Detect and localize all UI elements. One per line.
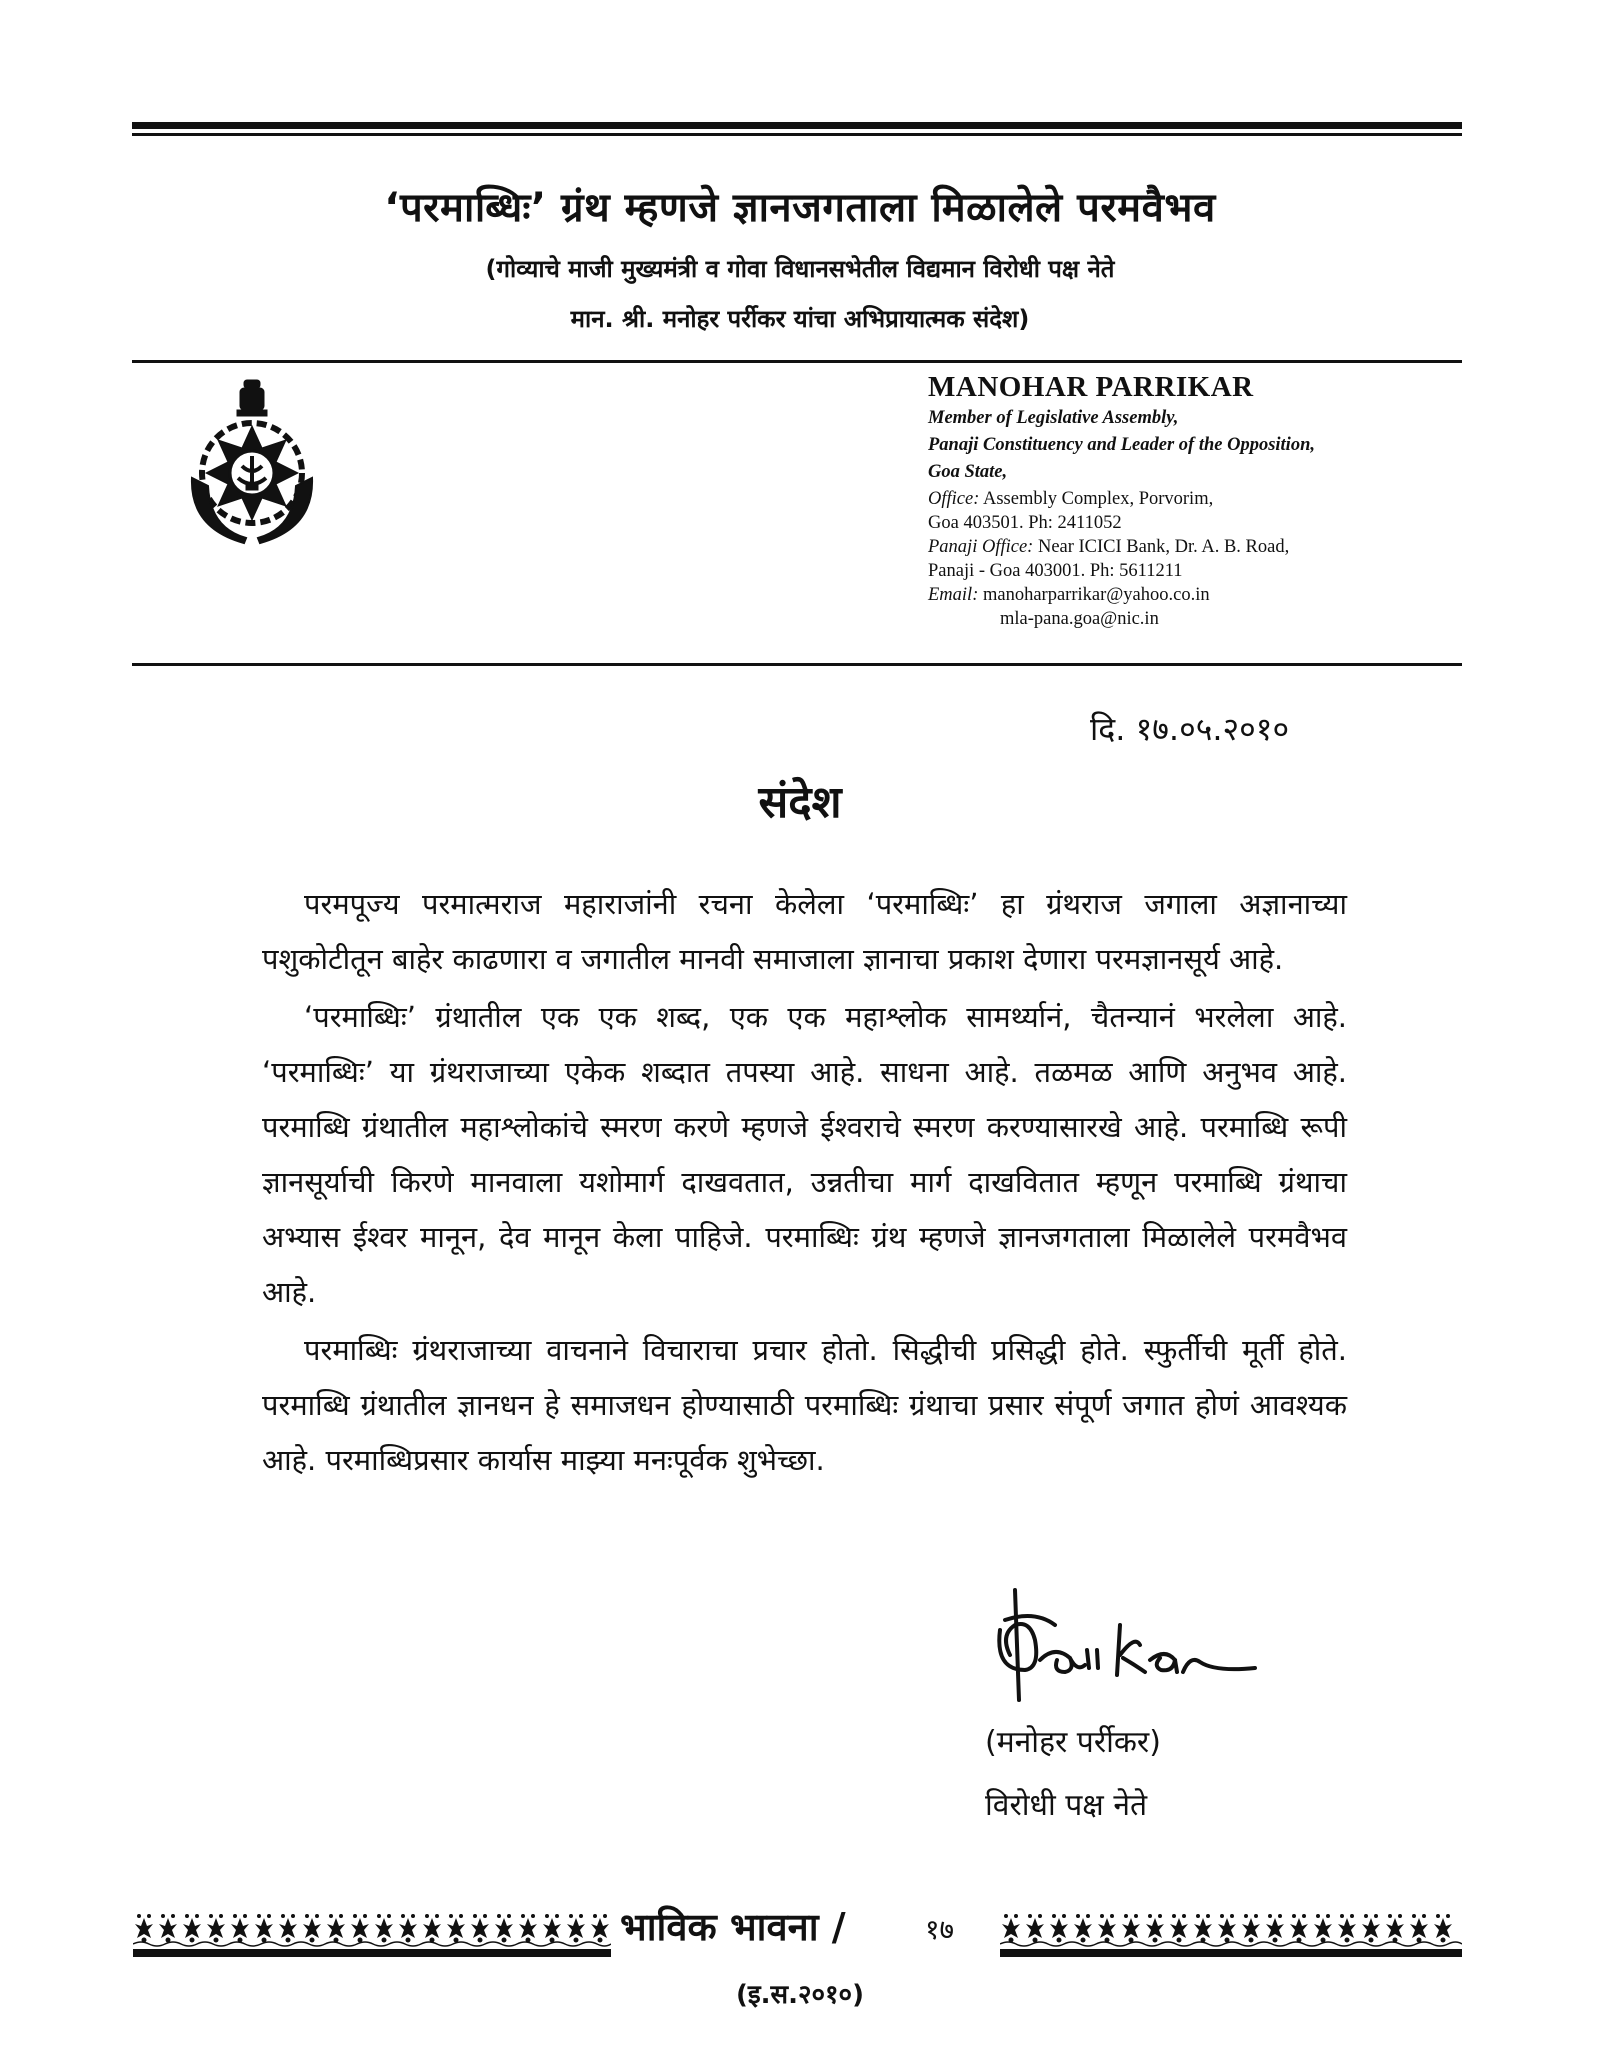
footer-page-number: १७: [925, 1913, 955, 1946]
ornament-motif: [1002, 1914, 1020, 1943]
ornament-motif: [1242, 1914, 1260, 1943]
email-row: [928, 586, 1468, 610]
letterhead-bottom-rule: [132, 663, 1462, 666]
email-2[interactable]: mla-pana.goa@nic.in: [1000, 609, 1159, 630]
ornament-motif: [1050, 1914, 1068, 1943]
ornament-motif: [1170, 1914, 1188, 1943]
footer-ornamental-border-right: [1000, 1912, 1462, 1958]
goa-emblem-icon: [182, 378, 322, 548]
panaji-office-address: [928, 538, 1468, 562]
letterhead-role-1: Member of Legislative Assembly,: [928, 408, 1179, 429]
ornament-motif: [1146, 1914, 1164, 1943]
email-1[interactable]: manoharparrikar@yahoo.co.in: [982, 585, 1210, 606]
ornament-motif: [183, 1914, 201, 1943]
ornament-motif: [1218, 1914, 1236, 1943]
ornament-motif: [1314, 1914, 1332, 1943]
ornament-motif: [1434, 1914, 1452, 1943]
ornament-motif: [495, 1914, 513, 1943]
ornament-motif: [327, 1914, 345, 1943]
letterhead-name: MANOHAR PARRIKAR: [928, 371, 1254, 403]
office-address-text: Assembly Complex, Porvorim,: [982, 489, 1214, 510]
ornament-motif: [543, 1914, 561, 1943]
ornament-motif: [1362, 1914, 1380, 1943]
ornament-motif: [471, 1914, 489, 1943]
email-label: Email:: [928, 585, 979, 606]
ornament-motif: [1026, 1914, 1044, 1943]
ornament-motif: [303, 1914, 321, 1943]
ornament-motif: [1290, 1914, 1308, 1943]
ornament-motif: [375, 1914, 393, 1943]
ornament-motif: [567, 1914, 585, 1943]
panaji-office-label: Panaji Office:: [928, 537, 1034, 558]
ornament-motif: [591, 1914, 609, 1943]
document-title: ‘परमाब्धिः’ ग्रंथ म्हणजे ज्ञानजगताला मिळालेले परमवैभव: [384, 185, 1216, 231]
panaji-office-city: Panaji - Goa 403001. Ph: 5611211: [928, 561, 1183, 582]
document-subtitle-line-2: मान. श्री. मनोहर पर्रीकर यांचा अभिप्रायात्मक संदेश): [570, 305, 1030, 333]
letter-paragraph-3: परमाब्धिः ग्रंथराजाच्या वाचनाने विचाराचा प्रचार होतो. सिद्धीची प्रसिद्धी होते. स्फुर्तीची मूर्ती होते. परमाब्धि ग्रंथातील ज्ञानधन हे समाजधन होण्यासाठी परमाब्धिः ग्रंथाचा प्रसार संपूर्ण जगात होणं आवश्यक आहे. परमाब्धिप्रसार कार्यास माझ्या मनःपूर्वक शुभेच्छा.: [262, 1333, 1347, 1477]
handwritten-signature: [985, 1580, 1265, 1710]
ornament-motif: [1338, 1914, 1356, 1943]
office-city: Goa 403501. Ph: 2411052: [928, 513, 1122, 534]
ornament-motif: [447, 1914, 465, 1943]
ornament-motif: [207, 1914, 225, 1943]
panaji-office-address-text: Near ICICI Bank, Dr. A. B. Road,: [1037, 537, 1290, 558]
letter-body: [262, 877, 1347, 1491]
letter-date: दि. १७.०५.२०१०: [1090, 710, 1290, 748]
ornament-motif: [1074, 1914, 1092, 1943]
ornament-motif: [1194, 1914, 1212, 1943]
ornament-motif: [279, 1914, 297, 1943]
office-label: Office:: [928, 489, 980, 510]
ornament-motif: [1386, 1914, 1404, 1943]
ornament-motif: [399, 1914, 417, 1943]
top-rule-thin: [132, 133, 1462, 136]
signatory-name: (मनोहर पर्रीकर): [985, 1725, 1161, 1760]
ornament-motif: [1410, 1914, 1428, 1943]
letterhead-role-3: Goa State,: [928, 462, 1008, 483]
ornament-motif: [351, 1914, 369, 1943]
letterhead-block: [928, 372, 1468, 634]
ornament-motif: [423, 1914, 441, 1943]
ornament-motif: [1122, 1914, 1140, 1943]
letter-paragraph-2: ‘परमाब्धिः’ ग्रंथातील एक एक शब्द, एक एक महाश्लोक सामर्थ्यानं, चैतन्यानं भरलेला आहे. ‘परमाब्धिः’ या ग्रंथराजाच्या एकेक शब्दात तपस्या आहे. साधना आहे. तळमळ आणि अनुभव आहे. परमाब्धि ग्रंथातील महाश्लोकांचे स्मरण करणे म्हणजे ईश्वराचे स्मरण करण्यासारखे आहे. परमाब्धि रूपी ज्ञानसूर्याची किरणे मानवाला यशोमार्ग दाखवतात, उन्नतीचा मार्ग दाखवितात म्हणून परमाब्धि ग्रंथाचा अभ्यास ईश्वर मानून, देव मानून केला पाहिजे. परमाब्धिः ग्रंथ म्हणजे ज्ञानजगताला मिळालेले परमवैभव आहे.: [262, 1000, 1347, 1309]
letter-paragraph-1: परमपूज्य परमात्मराज महाराजांनी रचना केलेला ‘परमाब्धिः’ हा ग्रंथराज जगाला अज्ञानाच्या पशुकोटीतून बाहेर काढणारा व जगातील मानवी समाजाला ज्ञानाचा प्रकाश देणारा परमज्ञानसूर्य आहे.: [262, 887, 1347, 976]
ornament-motif: [159, 1914, 177, 1943]
top-rule-thick: [132, 122, 1462, 129]
letter-heading: संदेश: [758, 777, 842, 828]
letterhead-top-rule: [132, 360, 1462, 363]
document-subtitle-line-1: (गोव्याचे माजी मुख्यमंत्री व गोवा विधानसभेतील विद्यमान विरोधी पक्ष नेते: [485, 255, 1115, 283]
footer-year: (इ.स.२०१०): [736, 1980, 864, 2010]
office-address: [928, 490, 1468, 514]
letterhead-role-2: Panaji Constituency and Leader of the Opposition,: [928, 435, 1315, 456]
ornament-motif: [231, 1914, 249, 1943]
footer-publication-title: भाविक भावना /: [620, 1905, 846, 1949]
ornament-motif: [1098, 1914, 1116, 1943]
ornament-motif: [255, 1914, 273, 1943]
ornament-motif: [1266, 1914, 1284, 1943]
signatory-role: विरोधी पक्ष नेते: [985, 1788, 1148, 1823]
footer-ornamental-border-left: [133, 1912, 611, 1958]
ornament-motif: [519, 1914, 537, 1943]
